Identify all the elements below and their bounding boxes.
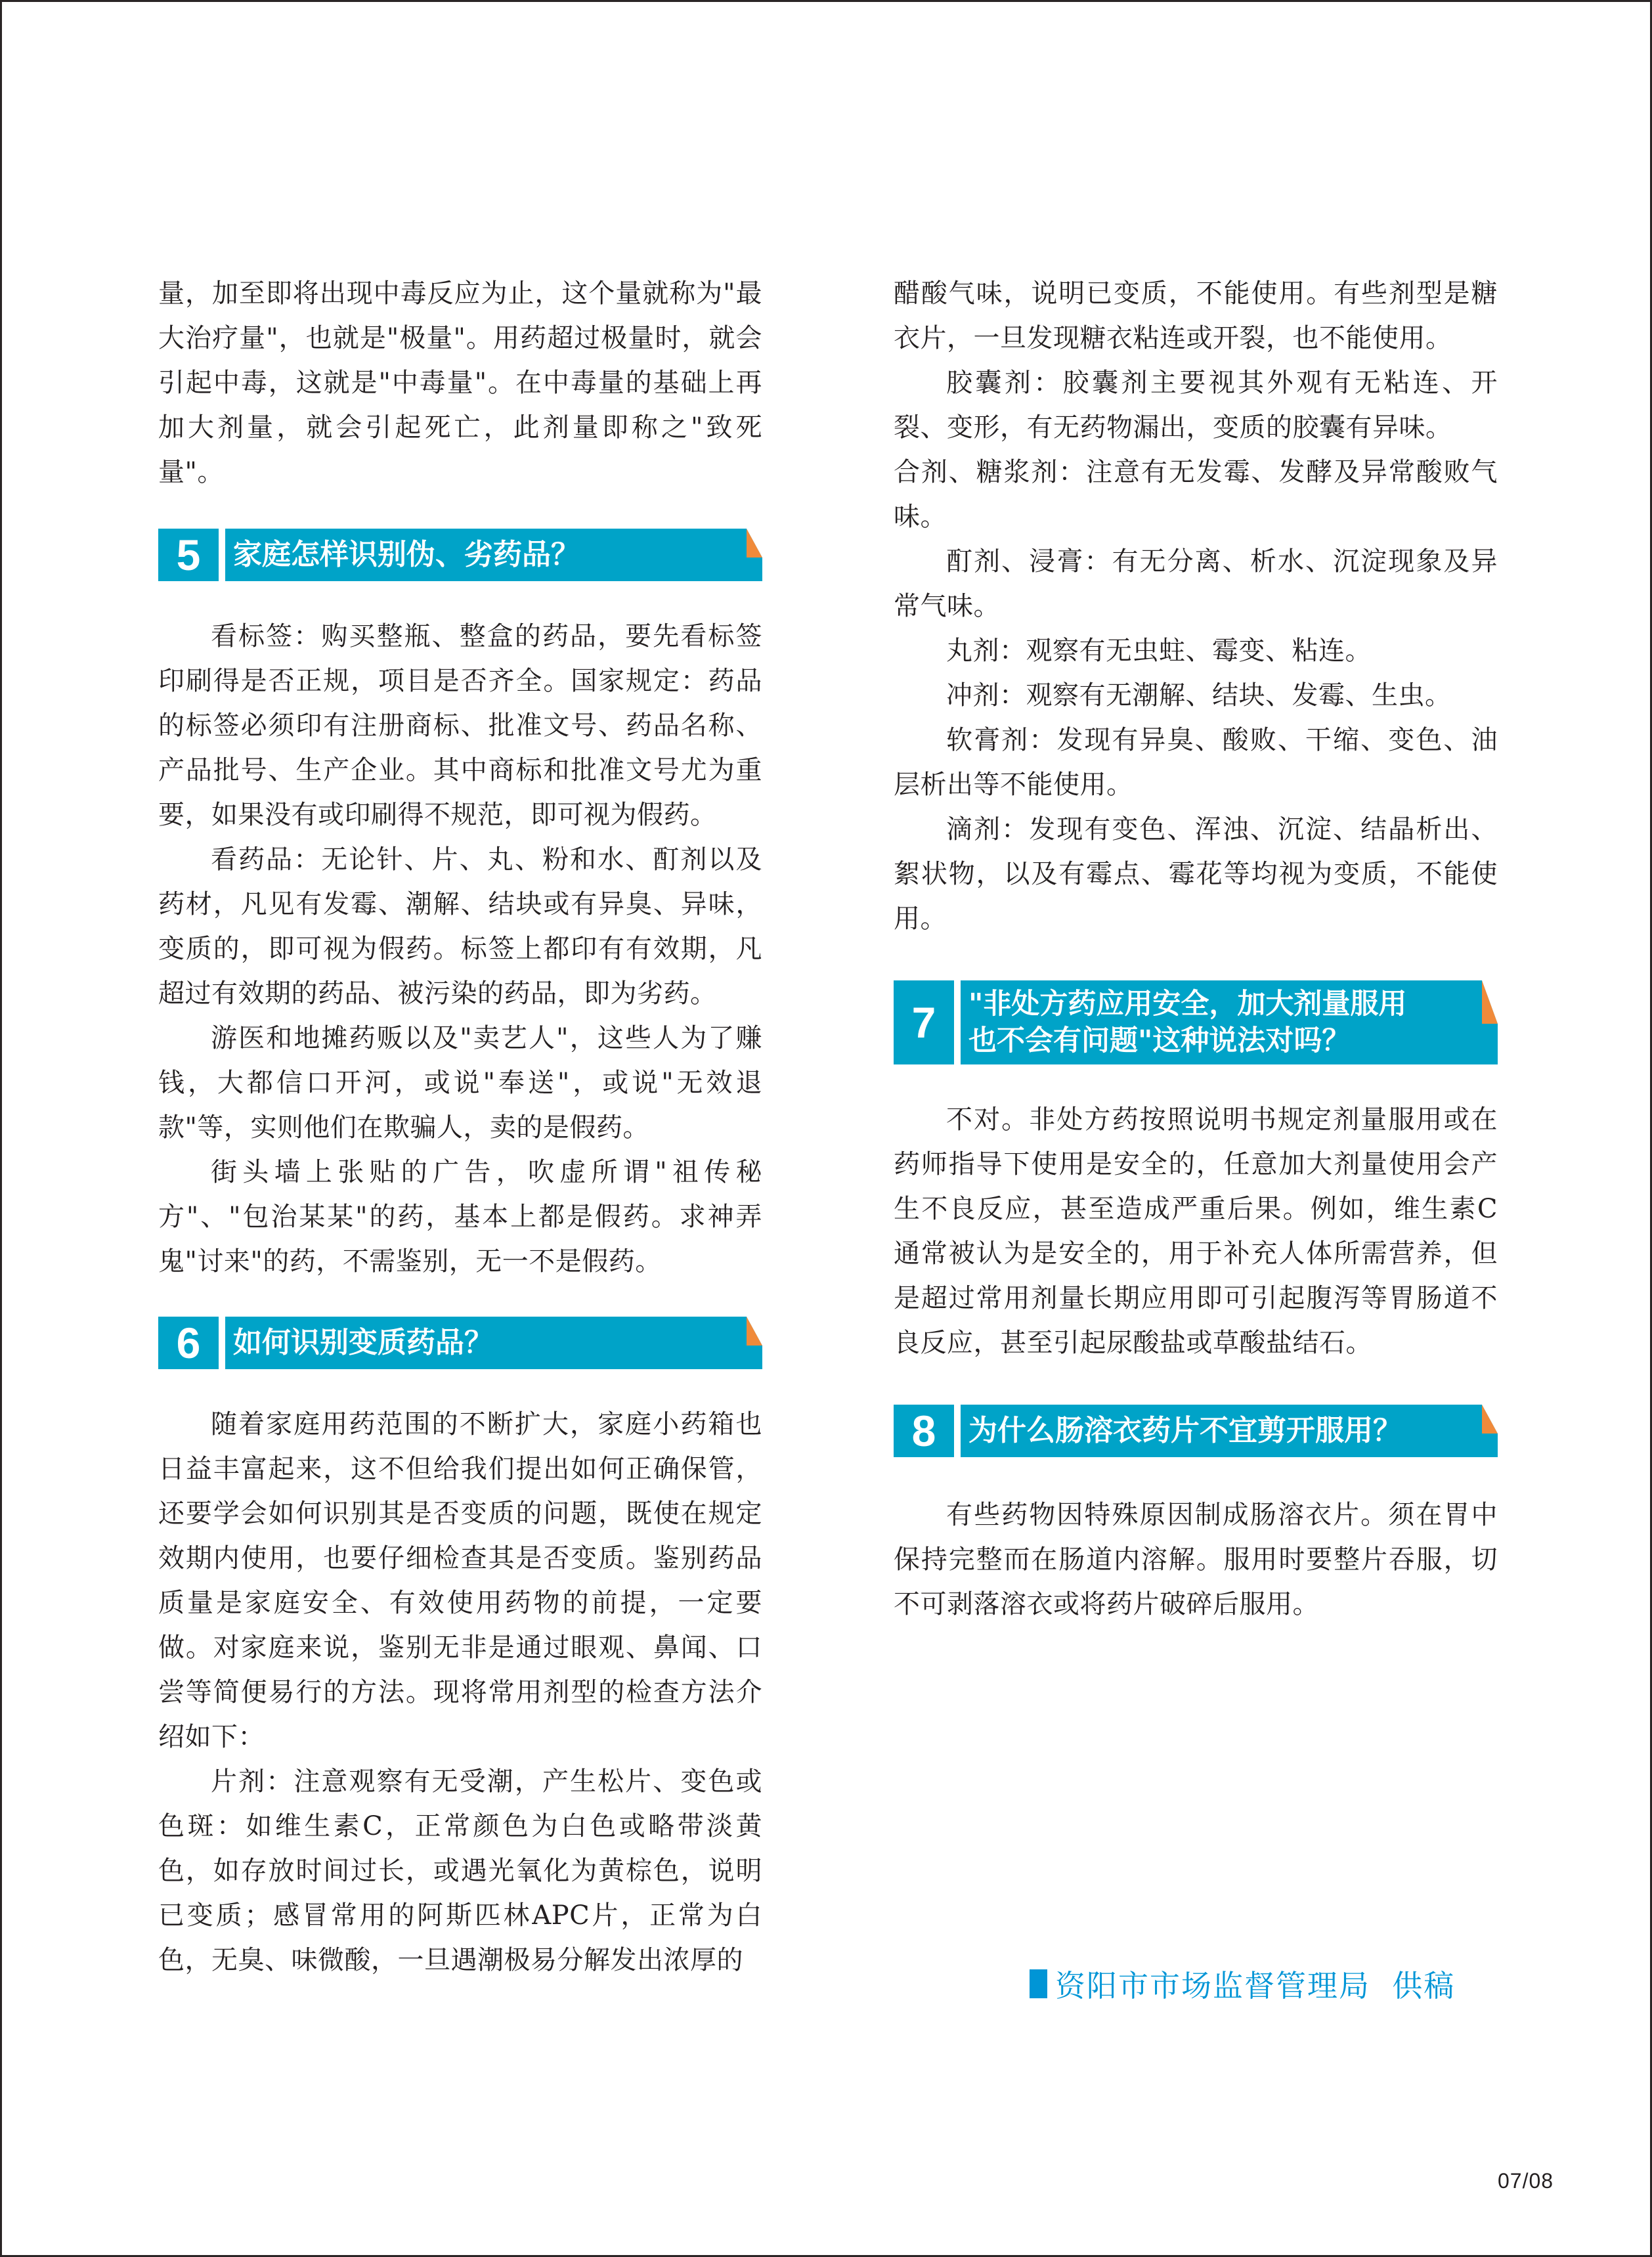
section-6-body [158,1402,762,1983]
page-number: 07/08 [1498,2169,1554,2193]
section-8-header [894,1405,1498,1457]
paragraph: 软膏剂：发现有异臭、酸败、干缩、变色、油层析出等不能使用。 [894,725,1498,800]
credit-line [1030,1962,1455,2005]
section-5-header [158,529,762,581]
paragraph: 胶囊剂：胶囊剂主要视其外观有无粘连、开裂、变形，有无药物漏出，变质的胶囊有异味。 [894,368,1498,443]
section-7-title-line1: "非处方药应用安全，加大剂量服用 [968,988,1407,1020]
section-7-header [894,980,1498,1064]
paragraph: 街头墙上张贴的广告，吹虚所谓"祖传秘方"、"包治某某"的药，基本上都是假药。求神弄鬼"讨来"的药，不需鉴别，无一不是假药。 [158,1157,762,1277]
section-6-title: 如何识别变质药品？ [233,1326,493,1359]
section-number-6: 6 [158,1317,219,1369]
paragraph: 游医和地摊药贩以及"卖艺人"，这些人为了赚钱，大都信口开河，或说"奉送"，或说"无效退款"等，实则他们在欺骗人，卖的是假药。 [158,1023,762,1143]
section-5-title: 家庭怎样识别伪、劣药品？ [233,538,580,571]
section-number-5: 5 [158,529,219,581]
section-8-title: 为什么肠溶衣药片不宜剪开服用？ [968,1414,1402,1447]
paragraph: 合剂、糖浆剂：注意有无发霉、发酵及异常酸败气味。 [894,457,1498,532]
section-7-title-line2: 也不会有问题"这种说法对吗？ [968,1024,1351,1057]
section-5-title-bar [225,529,762,581]
paragraph: 片剂：注意观察有无受潮，产生松片、变色或色斑：如维生素C，正常颜色为白色或略带淡黄色，如存放时间过长，或遇光氧化为黄棕色，说明已变质；感冒常用的阿斯匹林APC片，正常为白色，无臭、味微酸，一旦遇潮极易分解发出浓厚的 [158,1766,762,1975]
section-6-title-bar [225,1317,762,1369]
paragraph: 冲剂：观察有无潮解、结块、发霉、生虫。 [946,680,1452,711]
section-number-7: 7 [894,980,954,1064]
square-bullet-icon [1030,1969,1047,1998]
section-6-header [158,1317,762,1369]
section-number-8: 8 [894,1405,954,1457]
credit-text: 资阳市市场监督管理局 供稿 [1055,1968,1456,2004]
paragraph: 随着家庭用药范围的不断扩大，家庭小药箱也日益丰富起来，这不但给我们提出如何正确保管，还要学会如何识别其是否变质的问题，既使在规定效期内使用，也要仔细检查其是否变质。鉴别药品质量是家庭安全、有效使用药物的前提，一定要做。对家庭来说，鉴别无非是通过眼观、鼻闻、口尝等简便易行的方法。现将常用剂型的检查方法介绍如下： [158,1409,762,1752]
paragraph: 酊剂、浸膏：有无分离、析水、沉淀现象及异常气味。 [894,546,1498,621]
paragraph: 丸剂：观察有无虫蛀、霉变、粘连。 [946,636,1372,666]
paragraph: 不对。非处方药按照说明书规定剂量服用或在药师指导下使用是安全的，任意加大剂量使用会产生不良反应，甚至造成严重后果。例如，维生素C通常被认为是安全的，用于补充人体所需营养，但是超过常用剂量长期应用即可引起腹泻等胃肠道不良反应，甚至引起尿酸盐或草酸盐结石。 [894,1105,1498,1358]
right-column [894,271,1498,1627]
left-column [158,271,762,1983]
section-8-body [894,1493,1498,1627]
paragraph: 滴剂：发现有变色、浑浊、沉淀、结晶析出、絮状物，以及有霉点、霉花等均视为变质，不能使用。 [894,814,1498,934]
paragraph: 看标签：购买整瓶、整盒的药品，要先看标签印刷得是否正规，项目是否齐全。国家规定：药品的标签必须印有注册商标、批准文号、药品名称、产品批号、生产企业。其中商标和批准文号尤为重要，如果没有或印刷得不规范，即可视为假药。 [158,621,762,830]
paragraph: 醋酸气味，说明已变质，不能使用。有些剂型是糖衣片，一旦发现糖衣粘连或开裂，也不能使用。 [894,278,1498,353]
section-5-body [158,614,762,1284]
section-8-title-bar [961,1405,1498,1457]
paragraph: 看药品：无论针、片、丸、粉和水、酊剂以及药材，凡见有发霉、潮解、结块或有异臭、异味，变质的，即可视为假药。标签上都印有有效期，凡超过有效期的药品、被污染的药品，即为劣药。 [158,844,762,1009]
section-7-title-bar [961,980,1498,1064]
intro-paragraph: 量，加至即将出现中毒反应为止，这个量就称为"最大治疗量"，也就是"极量"。用药超过极量时，就会引起中毒，这就是"中毒量"。在中毒量的基础上再加大剂量，就会引起死亡，此剂量即称之"致死量"。 [158,278,762,487]
section-7-body [894,1097,1498,1365]
paragraph: 有些药物因特殊原因制成肠溶衣片。须在胃中保持完整而在肠道内溶解。服用时要整片吞服，切不可剥落溶衣或将药片破碎后服用。 [894,1500,1498,1619]
